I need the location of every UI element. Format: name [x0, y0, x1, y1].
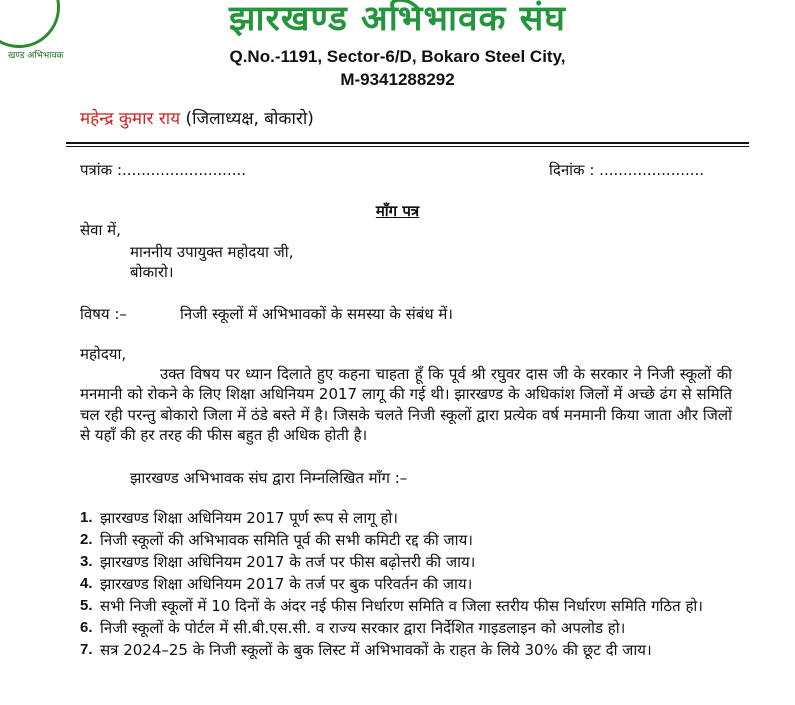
body-paragraph: उक्त विषय पर ध्यान दिलाते हुए कहना चाहता हूँ कि पूर्व श्री रघुवर दास जी के सरकार ने निजी स्कूलों की मनमानी को रोकने के लिए शिक्षा अधिनियम 2017 लागू की गई थी। झारखण्ड के अधिकांश जिलों में अच्छे ढंग से समिति चल रही परन्तु बोकारो जिला में ठंडे बस्ते में है। जिसके चलते निजी स्कूलों द्वारा प्रत्येक वर्ष मनमानी किया जाता और जिलों से यहाँ की हर तरह की फीस बहुत ही अधिक होती है।	[80, 365, 732, 444]
person-name: महेन्द्र कुमार राय	[80, 109, 181, 129]
demand-item	[80, 640, 720, 660]
recipient-place: बोकारो।	[130, 263, 174, 281]
letterhead-divider-thin	[66, 146, 749, 147]
demand-number: 7.	[80, 641, 93, 658]
recipient: माननीय उपायुक्त महोदया जी,	[130, 243, 294, 261]
demand-item	[80, 530, 720, 550]
reference-number: पत्रांक :..........................	[80, 161, 246, 179]
demand-number: 2.	[80, 531, 93, 548]
demand-text: झारखण्ड शिक्षा अधिनियम 2017 के तर्ज पर फीस बढ़ोत्तरी की जाय।	[100, 553, 476, 571]
demand-item	[80, 596, 720, 616]
date-field: दिनांक : ......................	[549, 161, 705, 179]
demand-item	[80, 508, 720, 528]
person-line	[80, 106, 314, 129]
subject-label: विषय :–	[80, 305, 127, 323]
demand-text: निजी स्कूलों की अभिभावक समिति पूर्व की सभी कमिटी रद्द की जाय।	[100, 531, 473, 549]
seva-mein: सेवा में,	[80, 221, 121, 239]
demand-number: 5.	[80, 597, 93, 614]
demand-text: निजी स्कूलों के पोर्टल में सी.बी.एस.सी. व राज्य सरकार द्वारा निर्देशित गाइडलाइन को अपलोड हो।	[100, 619, 626, 637]
person-title: (जिलाध्यक्ष, बोकारो)	[185, 109, 314, 129]
address-line-1: Q.No.-1191, Sector-6/D, Bokaro Steel City,	[229, 47, 566, 66]
subject-line	[80, 304, 453, 324]
demand-item	[80, 618, 720, 638]
address-line-2: M-9341288292	[340, 70, 455, 89]
demand-number: 4.	[80, 575, 93, 592]
demand-text: झारखण्ड शिक्षा अधिनियम 2017 के तर्ज पर बुक परिवर्तन की जाय।	[100, 575, 473, 593]
demand-text: सत्र 2024–25 के निजी स्कूलों के बुक लिस्ट में अभिभावकों के राहत के लिये 30% की छूट दी जाय।	[100, 641, 652, 659]
logo-text: खण्ड अभिभावक	[8, 51, 64, 61]
demand-number: 3.	[80, 553, 93, 570]
demand-item	[80, 552, 720, 572]
letterhead-divider	[66, 142, 749, 144]
demand-text: सभी निजी स्कूलों में 10 दिनों के अंदर नई फीस निर्धारण समिति व जिला स्तरीय फीस निर्धारण समिति गठित हो।	[100, 597, 703, 615]
demands-intro: झारखण्ड अभिभावक संघ द्वारा निम्नलिखित माँग :–	[130, 469, 408, 487]
org-name: झारखण्ड अभिभावक संघ	[229, 0, 566, 39]
salutation: महोदया,	[80, 345, 127, 363]
subject-text: निजी स्कूलों में अभिभावकों के समस्या के संबंध में।	[180, 305, 453, 323]
demand-text: झारखण्ड शिक्षा अधिनियम 2017 पूर्ण रूप से लागू हो।	[100, 509, 398, 527]
demand-item	[80, 574, 720, 594]
demand-number: 6.	[80, 619, 93, 636]
demands-list	[80, 508, 720, 662]
demand-number: 1.	[80, 509, 93, 526]
letter-heading: माँग पत्र	[375, 202, 420, 220]
